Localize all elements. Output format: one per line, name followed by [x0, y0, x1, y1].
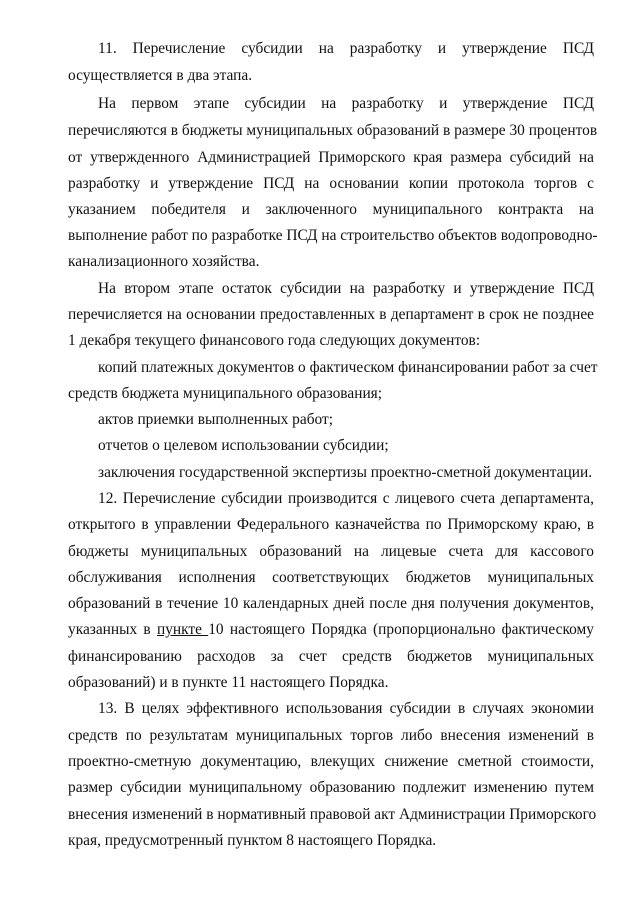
stage1-line-1: На первом этапе субсидии на разработку и утверждение ПСД [98, 95, 594, 112]
stage1-line-2: перечисляются в бюджеты муниципальных образований в размере 30 процентов [68, 122, 598, 139]
doc-item-2: актов приемки выполненных работ; [98, 411, 334, 428]
p13-line-2: средств по результатам муниципальных торгов либо внесения изменений в [68, 727, 594, 744]
stage2-line-3: 1 декабря текущего финансового года следующих документов: [68, 332, 481, 349]
p13-line-6: края, предусмотренный пунктом 8 настоящего Порядка. [68, 832, 437, 849]
p13-line-4: размер субсидии муниципальному образованию подлежит изменению путем [68, 779, 594, 796]
p12-line-6-end: 10 настоящего Порядка (пропорционально фактическому [208, 621, 594, 638]
p12-line-4: обслуживания исполнения соответствующих бюджетов муниципальных [68, 569, 594, 586]
stage2-line-2: перечисляется на основании предоставленных в департамент в срок не позднее [68, 306, 594, 323]
stage1-line-7: канализационного хозяйства. [68, 253, 260, 270]
stage2-line-1: На втором этапе остаток субсидии на разработку и утверждение ПСД [98, 280, 594, 297]
stage1-line-3: от утвержденного Администрацией Приморского края размера субсидий на [68, 149, 594, 166]
doc-item-3: отчетов о целевом использовании субсидии; [98, 437, 389, 454]
p12-line-7: финансированию расходов за счет средств бюджетов муниципальных [68, 648, 594, 665]
p13-line-3: проектно-сметную документацию, влекущих снижение сметной стоимости, [68, 753, 594, 770]
p11-line-2: осуществляется в два этапа. [68, 67, 253, 84]
stage1-line-4: разработку и утверждение ПСД на основании копии протокола торгов с [68, 175, 594, 192]
p12-line-2: открытого в управлении Федерального казначейства по Приморскому краю, в [68, 516, 594, 533]
stage1-line-6: выполнение работ по разработке ПСД на строительство объектов водопроводно- [68, 227, 598, 244]
p12-line-6 [68, 618, 594, 642]
stage1-line-5: указанием победителя и заключенного муниципального контракта на [68, 201, 594, 218]
p12-line-8: образований) и в пункте 11 настоящего Порядка. [68, 674, 389, 691]
p12-line-3: бюджеты муниципальных образований на лицевые счета для кассового [68, 543, 594, 560]
p12-line-5: образований в течение 10 календарных дней после дня получения документов, [68, 595, 594, 612]
doc-item-1-line-1: копий платежных документов о фактическом финансировании работ за счет [98, 359, 598, 376]
doc-item-1-line-2: средств бюджета муниципального образования; [68, 385, 383, 402]
doc-item-4: заключения государственной экспертизы проектно-сметной документации. [98, 464, 593, 481]
p12-line-6-start: указанных в [68, 621, 151, 638]
p13-line-1: 13. В целях эффективного использования субсидии в случаях экономии [98, 700, 594, 717]
p11-line-1: 11. Перечисление субсидии на разработку и утверждение ПСД [98, 40, 594, 57]
punkt-10-link[interactable]: пункте [156, 621, 209, 638]
p13-line-5: внесения изменений в нормативный правовой акт Администрации Приморского [68, 806, 597, 823]
p12-line-1: 12. Перечисление субсидии производится с лицевого счета департамента, [98, 490, 594, 507]
